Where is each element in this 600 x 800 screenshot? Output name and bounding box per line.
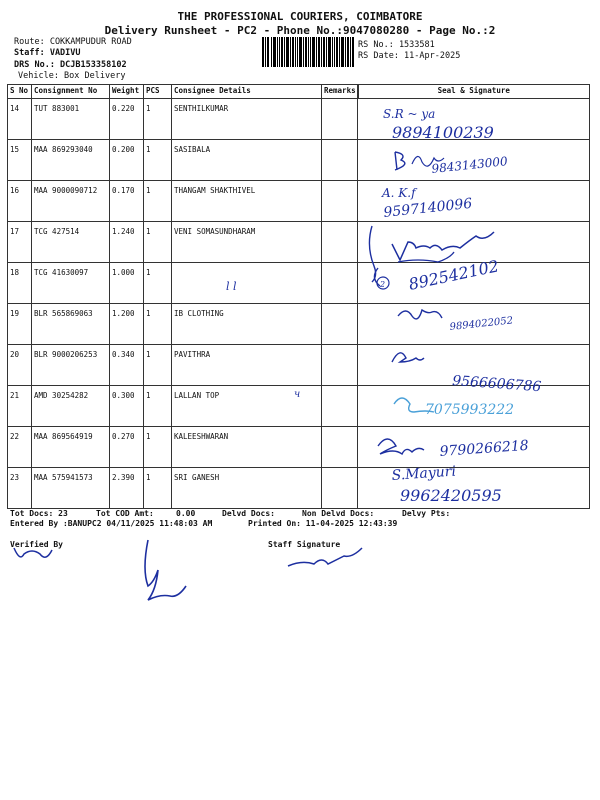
drs-number: DRS No.: DCJB153358102: [14, 60, 127, 70]
runsheet-subtitle: Delivery Runsheet - PC2 - Phone No.:9047080280 - Page No.:2: [104, 24, 496, 37]
handwritten-phone-19: 9894022052: [449, 315, 514, 333]
tot-cod-label: Tot COD Amt:: [96, 509, 154, 518]
cell-consignment: BLR 9000206253: [32, 345, 110, 386]
cell-sno: 22: [8, 427, 32, 468]
signature-initials-16: A. K.f: [382, 186, 416, 200]
staff-signature-mark: [288, 548, 362, 566]
col-seal: Seal & Signature: [358, 85, 590, 99]
cell-remarks: [322, 468, 358, 509]
cell-sno: 23: [8, 468, 32, 509]
cell-consignee: VENI SOMASUNDHARAM: [172, 222, 322, 263]
cell-pcs: 1: [144, 386, 172, 427]
cell-consignment: MAA 575941573: [32, 468, 110, 509]
cell-pcs: 1: [144, 99, 172, 140]
cell-consignee: SENTHILKUMAR: [172, 99, 322, 140]
col-sno: S No: [8, 85, 32, 99]
handwritten-phone-21: 7075993222: [425, 402, 515, 418]
cell-sno: 17: [8, 222, 32, 263]
cell-consignee: THANGAM SHAKTHIVEL: [172, 181, 322, 222]
handwritten-phone-16: 9597140096: [382, 195, 474, 221]
cell-seal: [358, 263, 590, 304]
barcode-image: [262, 37, 354, 67]
table-row: [8, 345, 590, 386]
cell-consignment: TCG 427514: [32, 222, 110, 263]
cell-consignment: TCG 41630097: [32, 263, 110, 304]
cell-consignee: KALEESHWARAN: [172, 427, 322, 468]
cell-pcs: 1: [144, 263, 172, 304]
cell-consignment: MAA 869564919: [32, 427, 110, 468]
runsheet-table: [7, 84, 590, 509]
verified-by-signature: [14, 548, 52, 557]
verified-by-label: Verified By: [10, 540, 63, 549]
cell-remarks: [322, 304, 358, 345]
handwritten-phone-22: 9790266218: [439, 437, 530, 460]
staff-signature-label: Staff Signature: [268, 540, 341, 549]
circle-number: 2: [380, 280, 386, 289]
cell-remarks: [322, 345, 358, 386]
tick-marks-18: l l: [226, 280, 237, 293]
delvy-pts: Delvy Pts:: [402, 509, 451, 518]
cell-seal: [358, 304, 590, 345]
non-delvd-docs: Non Delvd Docs:: [302, 509, 375, 518]
col-consignee: Consignee Details: [172, 85, 322, 99]
col-pcs: PCS: [144, 85, 172, 99]
cell-consignment: MAA 9000090712: [32, 181, 110, 222]
tick-mark-21: ч: [294, 389, 301, 400]
cell-seal: [358, 222, 590, 263]
cell-consignment: MAA 869293040: [32, 140, 110, 181]
cell-sno: 14: [8, 99, 32, 140]
table-row: [8, 181, 590, 222]
col-consignment: Consignment No: [32, 85, 110, 99]
cell-remarks: [322, 222, 358, 263]
cell-pcs: 1: [144, 304, 172, 345]
cell-sno: 19: [8, 304, 32, 345]
route-text: Route: COKKAMPUDUR ROAD: [14, 37, 132, 47]
handwritten-phone-15: 9843143000: [430, 154, 509, 176]
cell-weight: 0.170: [110, 181, 144, 222]
table-row: [8, 263, 590, 304]
cell-remarks: [322, 386, 358, 427]
cell-pcs: 1: [144, 427, 172, 468]
cell-remarks: [322, 140, 358, 181]
cell-remarks: [322, 181, 358, 222]
cell-weight: 0.270: [110, 427, 144, 468]
cell-weight: 0.220: [110, 99, 144, 140]
cell-consignee: SASIBALA: [172, 140, 322, 181]
cell-sno: 15: [8, 140, 32, 181]
cell-seal: [358, 140, 590, 181]
cell-sno: 18: [8, 263, 32, 304]
cell-pcs: 1: [144, 222, 172, 263]
cell-remarks: [322, 263, 358, 304]
cell-weight: 0.300: [110, 386, 144, 427]
rs-date: RS Date: 11-Apr-2025: [358, 51, 461, 61]
cell-weight: 0.200: [110, 140, 144, 181]
cell-consignee: IB CLOTHING: [172, 304, 322, 345]
cell-remarks: [322, 427, 358, 468]
cell-seal: [358, 99, 590, 140]
cell-consignee: SRI GANESH: [172, 468, 322, 509]
cell-pcs: 1: [144, 181, 172, 222]
entered-by: Entered By :BANUPC2 04/11/2025 11:48:03 AM: [10, 519, 213, 528]
cell-seal: [358, 181, 590, 222]
cell-weight: 1.000: [110, 263, 144, 304]
table-row: [8, 222, 590, 263]
table-row: [8, 140, 590, 181]
cell-consignment: AMD 30254282: [32, 386, 110, 427]
cell-weight: 2.390: [110, 468, 144, 509]
delvd-docs: Delvd Docs:: [222, 509, 275, 518]
col-weight: Weight: [110, 85, 144, 99]
tot-docs: Tot Docs: 23: [10, 509, 68, 518]
signature-initials-14: S.R ~ ya: [383, 107, 436, 121]
tot-cod-value: 0.00: [176, 509, 196, 518]
cell-weight: 1.240: [110, 222, 144, 263]
col-remarks: Remarks: [322, 85, 358, 99]
table-row: [8, 386, 590, 427]
cell-consignee: [172, 263, 322, 304]
cell-seal: [358, 345, 590, 386]
cell-weight: 1.200: [110, 304, 144, 345]
table-row: [8, 304, 590, 345]
staff-text: Staff: VADIVU: [14, 48, 81, 58]
cell-seal: [358, 468, 590, 509]
cell-pcs: 1: [144, 140, 172, 181]
printed-on: Printed On: 11-04-2025 12:43:39: [248, 519, 398, 528]
rs-number: RS No.: 1533581: [358, 40, 435, 50]
table-row: [8, 99, 590, 140]
company-title: THE PROFESSIONAL COURIERS, COIMBATORE: [177, 10, 423, 23]
cell-weight: 0.340: [110, 345, 144, 386]
manager-signature: [145, 540, 186, 600]
handwritten-phone-20: 9566606786: [451, 373, 542, 396]
handwritten-phone-23: 9962420595: [400, 486, 502, 505]
table-row: [8, 427, 590, 468]
cell-sno: 21: [8, 386, 32, 427]
cell-consignee: LALLAN TOP: [172, 386, 322, 427]
cell-pcs: 1: [144, 345, 172, 386]
cell-sno: 20: [8, 345, 32, 386]
cell-remarks: [322, 99, 358, 140]
handwritten-name-23: S.Mayuri: [391, 463, 457, 484]
vehicle-text: Vehicle: Box Delivery: [18, 71, 126, 81]
table-header-row: [8, 85, 590, 99]
cell-seal: [358, 386, 590, 427]
cell-consignment: TUT 883001: [32, 99, 110, 140]
handwritten-phone-17: 892542102: [406, 256, 501, 294]
cell-seal: [358, 427, 590, 468]
handwritten-phone-14: 9894100239: [392, 123, 494, 142]
table-row: [8, 468, 590, 509]
cell-pcs: 1: [144, 468, 172, 509]
cell-consignment: BLR 565869063: [32, 304, 110, 345]
cell-consignee: PAVITHRA: [172, 345, 322, 386]
cell-sno: 16: [8, 181, 32, 222]
